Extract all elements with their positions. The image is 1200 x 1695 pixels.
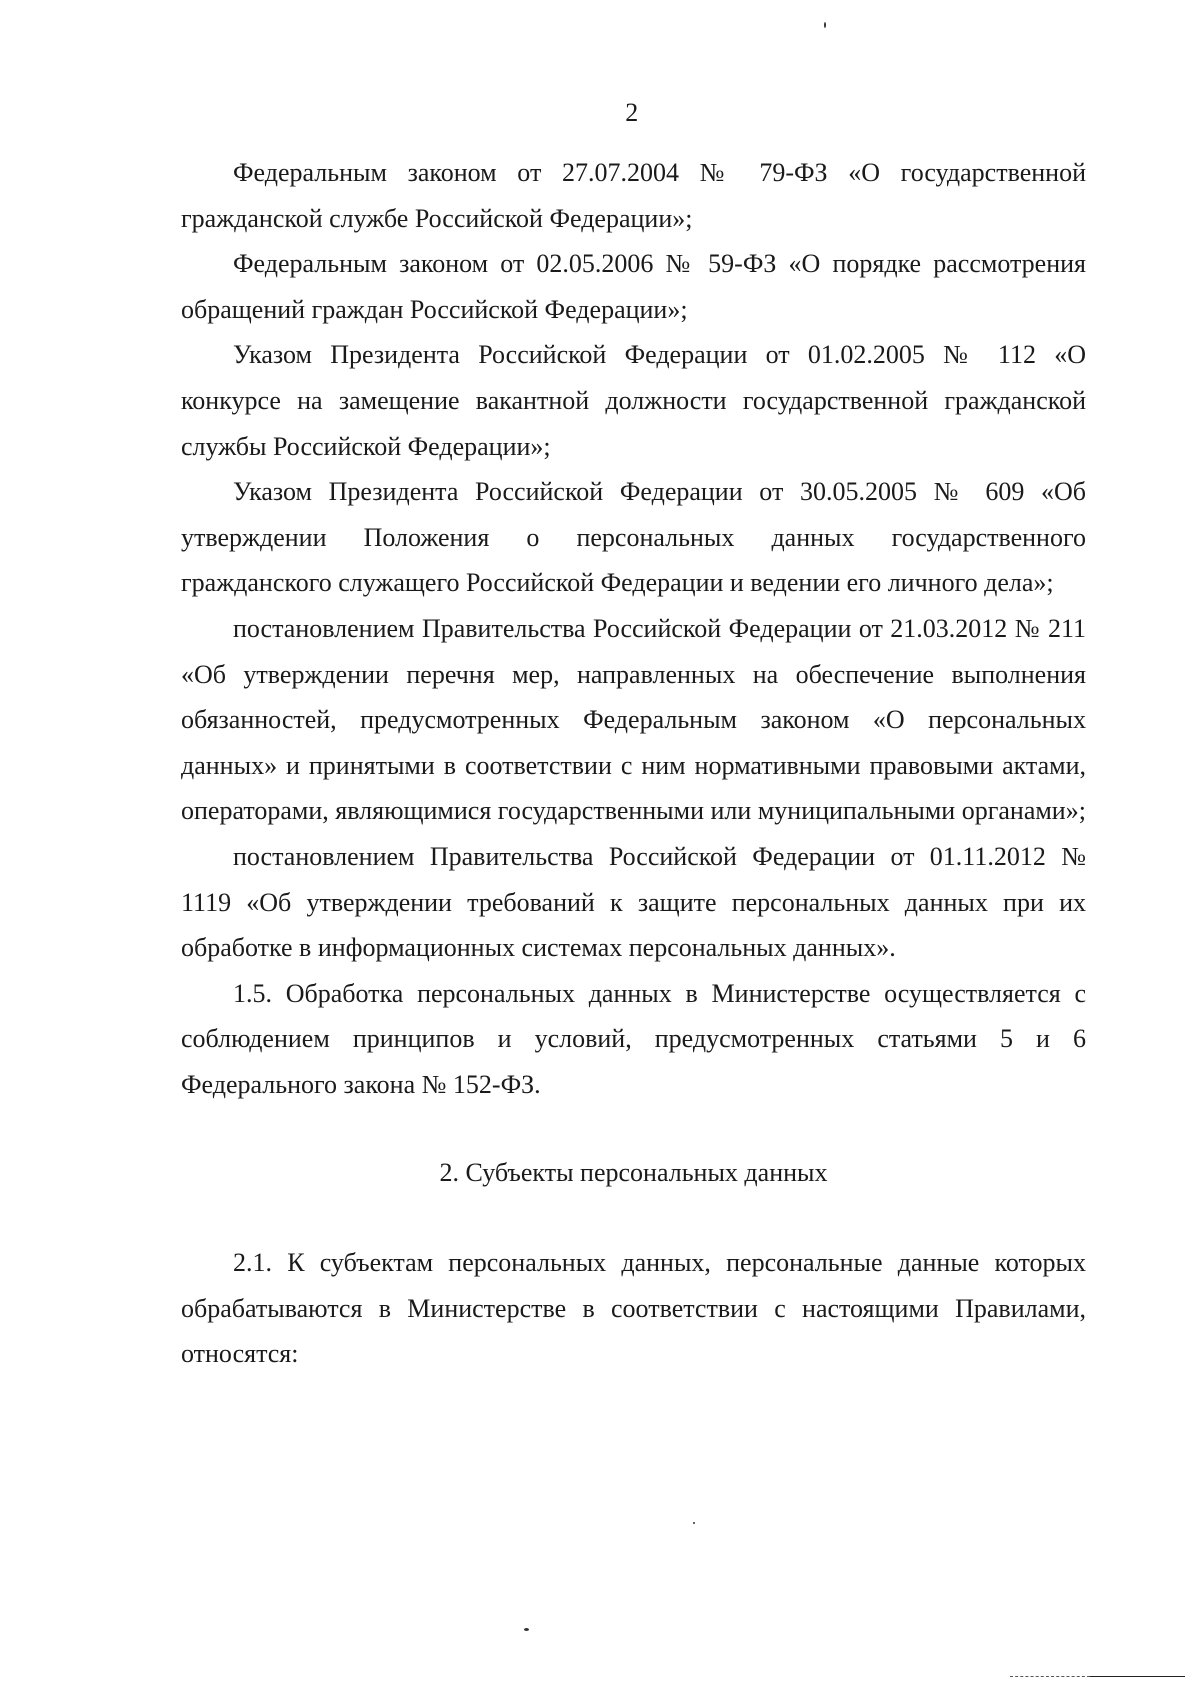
section-heading: 2. Субъекты персональных данных bbox=[439, 1158, 828, 1188]
footer-rule-dashed bbox=[1010, 1676, 1090, 1677]
document-body bbox=[181, 150, 1086, 1377]
paragraph-law-79-fz: Федеральным законом от 27.07.2004 № 79-ФЗ «О государственной гражданской службе Российской Федерации»; bbox=[181, 158, 1086, 233]
paragraph-1-5: 1.5. Обработка персональных данных в Министерстве осуществляется с соблюдением принципов и условий, предусмотренных статьями 5 и 6 Федерального закона № 152-ФЗ. bbox=[181, 978, 1086, 1099]
paragraph-resolution-211: постановлением Правительства Российской Федерации от 21.03.2012 № 211 «Об утверждении перечня мер, направленных на обеспечение выполнения обязанностей, предусмотренных Федеральным законом «О персональных данных» и принятыми в соответствии с ним нормативными правовыми актами, операторами, являющимися государственными или муниципальными органами»; bbox=[181, 613, 1086, 826]
paragraph-decree-112: Указом Президента Российской Федерации от 01.02.2005 № 112 «О конкурсе на замещение вакантной должности государственной гражданской службы Российской Федерации»; bbox=[181, 340, 1086, 461]
scan-speck bbox=[824, 22, 826, 28]
page-number: 2 bbox=[625, 98, 639, 127]
footer-rule bbox=[1090, 1676, 1185, 1677]
scan-speck bbox=[693, 1522, 695, 1524]
paragraph-resolution-1119: постановлением Правительства Российской Федерации от 01.11.2012 № 1119 «Об утверждении требований к защите персональных данных при их обработке в информационных системах персональных данных». bbox=[181, 841, 1086, 963]
paragraph-2-1: 2.1. К субъектам персональных данных, персональные данные которых обрабатываются в Министерстве в соответствии с настоящими Правилами, относятся: bbox=[181, 1248, 1086, 1369]
paragraph-law-59-fz: Федеральным законом от 02.05.2006 № 59-ФЗ «О порядке рассмотрения обращений граждан Российской Федерации»; bbox=[181, 249, 1086, 324]
paragraph-decree-609: Указом Президента Российской Федерации от 30.05.2005 № 609 «Об утверждении Положения о персональных данных государственного гражданского служащего Российской Федерации и ведении его личного дела»; bbox=[181, 477, 1086, 598]
scan-speck bbox=[524, 1628, 529, 1631]
